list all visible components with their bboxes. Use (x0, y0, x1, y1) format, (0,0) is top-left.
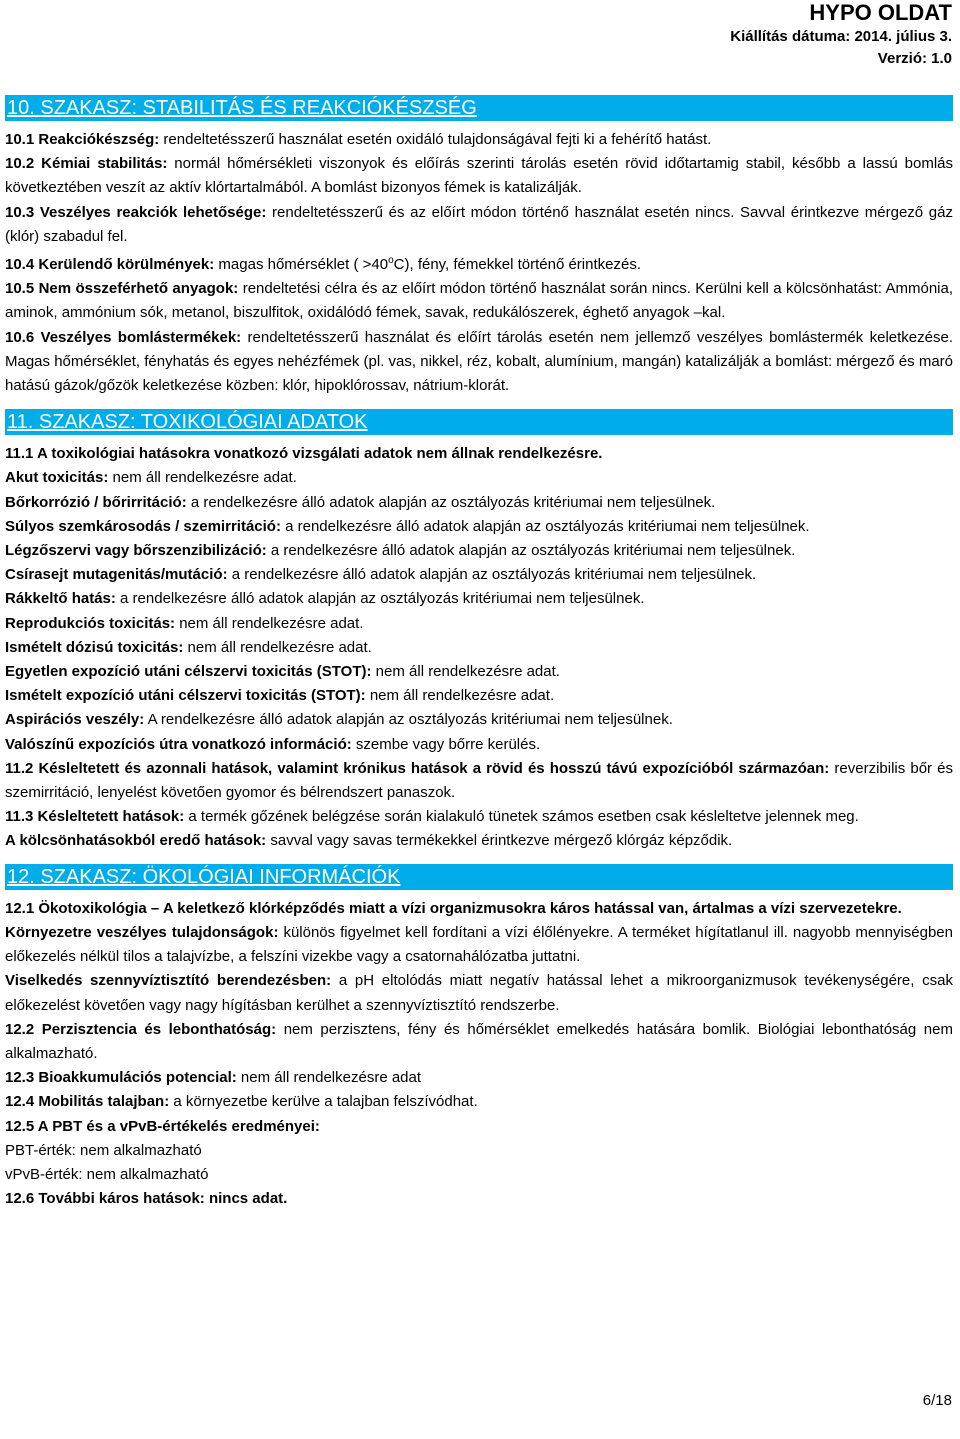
paragraph-12-2: 12.2 Perzisztencia és lebonthatóság: nem perzisztens, fény és hőmérséklet emelkedés hatására bomlik. Biológiai lebonthatóság nem alkalmazható. (5, 1020, 953, 1062)
toxicity-item: Akut toxicitás: nem áll rendelkezésre adat. (5, 469, 297, 487)
pbt-value: PBT-érték: nem alkalmazható (5, 1141, 202, 1159)
page-number: 6/18 (922, 1392, 952, 1409)
paragraph-11-1: 11.1 A toxikológiai hatásokra vonatkozó vizsgálati adatok nem állnak rendelkezésre. (5, 445, 603, 463)
toxicity-item: Súlyos szemkárosodás / szemirritáció: a rendelkezésre álló adatok alapján az osztályozás kritériumai nem teljesülnek. (5, 517, 810, 535)
toxicity-item: Ismételt expozíció utáni célszervi toxicitás (STOT): nem áll rendelkezésre adat. (5, 687, 555, 705)
paragraph-10-6: 10.6 Veszélyes bomlástermékek: rendeltetésszerű használat és előírt tárolás esetén nem jellemző veszélyes bomlástermék keletkezése. Magas hőmérséklet, fényhatás és egyes nehézfémek (pl. vas, nikkel, réz, kobalt, alumínium, mangán) katalizálják a bomlást: mérgező és maró hatású gázok/gőzök keletkezése közben: klór, hipoklórossav, nátrium-klorát. (5, 328, 953, 395)
toxicity-item: Valószínű expozíciós útra vonatkozó információ: szembe vagy bőrre kerülés. (5, 735, 541, 753)
toxicity-item: Ismételt dózisú toxicitás: nem áll rendelkezésre adat. (5, 638, 372, 656)
section-10-heading: 10. SZAKASZ: STABILITÁS ÉS REAKCIÓKÉSZSÉG (5, 95, 953, 121)
paragraph-10-1: 10.1 Reakciókészség: rendeltetésszerű használat esetén oxidáló tulajdonságával fejti ki a fehérítő hatást. (5, 131, 712, 148)
paragraph-11-2: 11.2 Késleltetett és azonnali hatások, valamint krónikus hatások a rövid és hosszú távú expozícióból származóan: reverzibilis bőr és szemirritáció, lenyelést követően gyomor és bélrendszert panaszok. (5, 759, 953, 802)
toxicity-item: Egyetlen expozíció utáni célszervi toxicitás (STOT): nem áll rendelkezésre adat. (5, 663, 560, 681)
paragraph-11-3: 11.3 Késleltetett hatások: a termék gőzének belégzése során kialakuló tünetek számos esetben csak késleltetve jelennek meg. (5, 808, 859, 826)
paragraph-environmental: Környezetre veszélyes tulajdonságok: különös figyelmet kell fordítani a vízi élőlényekre. A terméket hígítatlanul ill. nagyobb mennyiségben előkezelés nélkül tilos a talajvízbe, a felszíni vizekbe vagy a csatornahálózatba juttatni. (5, 923, 953, 966)
paragraph-interactions: A kölcsönhatásokból eredő hatások: savval vagy savas termékekkel érintkezve mérgező klórgáz képződik. (5, 832, 733, 850)
document-body (5, 95, 953, 1211)
toxicity-item: Légzőszervi vagy bőrszenzibilizáció: a rendelkezésre álló adatok alapján az osztályozás kritériumai nem teljesülnek. (5, 542, 796, 560)
paragraph-10-5: 10.5 Nem összeférhető anyagok: rendeltetési célra és az előírt módon történő használat során nincs. Kerülni kell a kölcsönhatást: Ammónia, aminok, ammónium sók, metanol, biszulfitok, oxidálódó fémek, savak, redukálószerek, éghető anyagok –kal. (5, 280, 953, 322)
product-title: HYPO OLDAT (809, 0, 952, 25)
toxicity-item: Csírasejt mutagenitás/mutáció: a rendelkezésre álló adatok alapján az osztályozás kritériumai nem teljesülnek. (5, 566, 757, 584)
toxicity-item: Bőrkorrózió / bőrirritáció: a rendelkezésre álló adatok alapján az osztályozás kritériumai nem teljesülnek. (5, 493, 716, 511)
paragraph-10-2: 10.2 Kémiai stabilitás: normál hőmérsékleti viszonyok és előírás szerinti tárolás esetén rövid időtartamig stabil, később a lassú bomlás következtében veszít az aktív klórtartalmából. A bomlást bizonyos fémek is katalizálják. (5, 155, 953, 197)
toxicity-item: Reprodukciós toxicitás: nem áll rendelkezésre adat. (5, 614, 364, 632)
paragraph-wastewater: Viselkedés szennyvíztisztító berendezésben: a pH eltolódás miatt negatív hatással lehet a mikroorganizmusok tevékenységére, csak előkezelést követően vagy nagy hígításban kerülhet a szennyvíztisztító rendszerbe. (5, 972, 953, 1014)
paragraph-12-6: 12.6 További káros hatások: nincs adat. (5, 1190, 288, 1208)
paragraph-12-5: 12.5 A PBT és a vPvB-értékelés eredményei: (5, 1117, 320, 1135)
document-header (730, 0, 952, 70)
version: Verzió: 1.0 (877, 50, 952, 67)
paragraph-10-4: 10.4 Kerülendő körülmények: magas hőmérséklet ( $>40^oC$), fény, fémekkel történő érintkezés. (5, 255, 641, 274)
toxicity-item: Rákkeltő hatás: a rendelkezésre álló adatok alapján az osztályozás kritériumai nem teljesülnek. (5, 590, 645, 608)
vpvb-value: vPvB-érték: nem alkalmazható (5, 1165, 209, 1183)
paragraph-12-1: 12.1 Ökotoxikológia – A keletkező klórképződés miatt a vízi organizmusokra káros hatással van, ártalmas a vízi szervezetekre. (5, 899, 902, 917)
paragraph-10-3: 10.3 Veszélyes reakciók lehetősége: rendeltetésszerű és az előírt módon történő használat esetén nincs. Savval érintkezve mérgező gáz (klór) szabadul fel. (5, 203, 953, 245)
paragraph-12-4: 12.4 Mobilitás talajban: a környezetbe kerülve a talajban felszívódhat. (5, 1093, 478, 1111)
paragraph-12-3: 12.3 Bioakkumulációs potencial: nem áll rendelkezésre adat (5, 1069, 422, 1087)
issue-date: Kiállítás dátuma: 2014. július 3. (730, 28, 952, 45)
toxicity-item: Aspirációs veszély: A rendelkezésre álló adatok alapján az osztályozás kritériumai nem teljesülnek. (5, 711, 673, 729)
section-12-heading: 12. SZAKASZ: ÖKOLÓGIAI INFORMÁCIÓK (5, 864, 953, 890)
section-11-heading: 11. SZAKASZ: TOXIKOLÓGIAI ADATOK (5, 409, 953, 435)
